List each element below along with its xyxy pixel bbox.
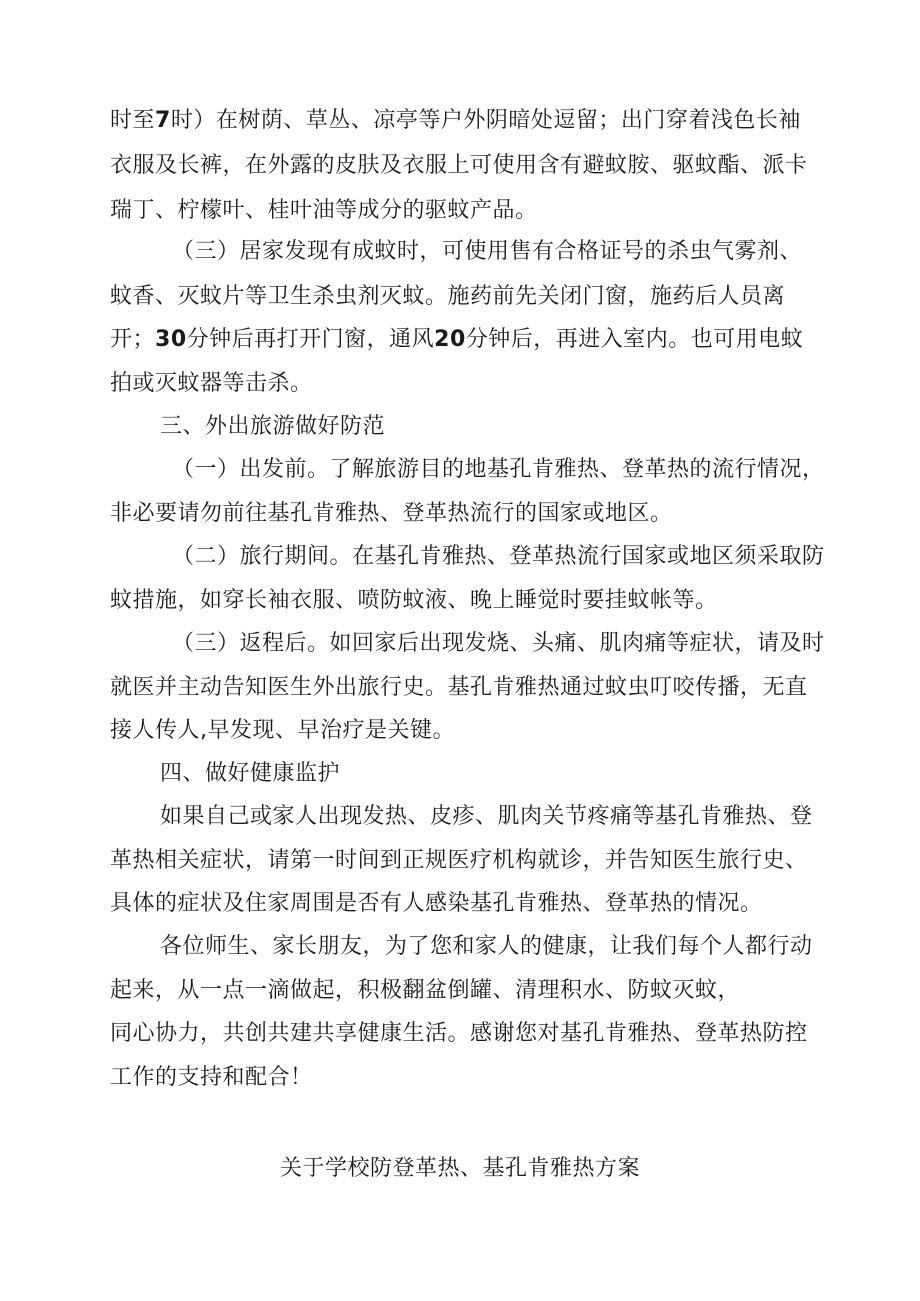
paragraph-3-line-1: （一）出发前。了解旅游目的地基孔肯雅热、登革热的流行情况， [172,457,825,482]
paragraph-4-line-1: （二）旅行期间。在基孔肯雅热、登革热流行国家或地区须采取防 [172,544,825,569]
paragraph-5-line-1: （三）返程后。如回家后出现发烧、头痛、肌肉痛等症状，请及时 [172,631,825,656]
paragraph-5-line-3: 接人传人,早发现、早治疗是关键。 [110,718,455,743]
paragraph-7-line-2: 起来，从一点一滴做起，积极翻盆倒罐、清理积水、防蚊灭蚊， [110,978,741,1003]
next-document-title: 关于学校防登革热、基孔肯雅热方案 [279,1156,640,1181]
paragraph-1-line-3: 瑞丁、柠檬叶、桂叶油等成分的驱蚊产品。 [110,198,538,223]
paragraph-6-line-2: 革热相关症状，请第一时间到正规医疗机构就诊，并告知医生旅行史、 [110,848,808,873]
paragraph-2-line-3: 开；30分钟后再打开门窗，通风20分钟后，再进入室内。也可用电蚊 [110,327,804,352]
paragraph-2-line-4: 拍或灭蚊器等击杀。 [110,371,313,396]
section-heading-3: 三、外出旅游做好防范 [160,414,386,439]
paragraph-3-line-2: 非必要请勿前往基孔肯雅热、登革热流行的国家或地区。 [110,501,673,526]
paragraph-1-line-2: 衣服及长裤，在外露的皮肤及衣服上可使用含有避蚊胺、驱蚊酯、派卡 [110,153,808,178]
paragraph-4-line-2: 蚊措施，如穿长袖衣服、喷防蚊液、晚上睡觉时要挂蚊帐等。 [110,588,718,613]
paragraph-7-line-3: 同心协力，共创共建共享健康生活。感谢您对基孔肯雅热、登革热防控 [110,1021,808,1046]
paragraph-7-line-4: 工作的支持和配合！ [110,1065,313,1090]
section-heading-4: 四、做好健康监护 [160,761,341,786]
paragraph-2-line-1: （三）居家发现有成蚊时，可使用售有合格证号的杀虫气雾剂、 [172,239,803,264]
paragraph-2-line-2: 蚊香、灭蚊片等卫生杀虫剂灭蚊。施药前先关闭门窗，施药后人员离 [110,284,786,309]
paragraph-6-line-1: 如果自己或家人出现发热、皮疹、肌肉关节疼痛等基孔肯雅热、登 [160,804,813,829]
paragraph-5-line-2: 就医并主动告知医生外出旅行史。基孔肯雅热通过蚊虫叮咬传播，无直 [110,675,808,700]
paragraph-6-line-3: 具体的症状及住家周围是否有人感染基孔肯雅热、登革热的情况。 [110,891,763,916]
paragraph-1-line-1: 时至7时）在树荫、草丛、凉亭等户外阴暗处逗留；出门穿着浅色长袖 [110,108,801,133]
paragraph-7-line-1: 各位师生、家长朋友，为了您和家人的健康，让我们每个人都行动 [160,934,813,959]
